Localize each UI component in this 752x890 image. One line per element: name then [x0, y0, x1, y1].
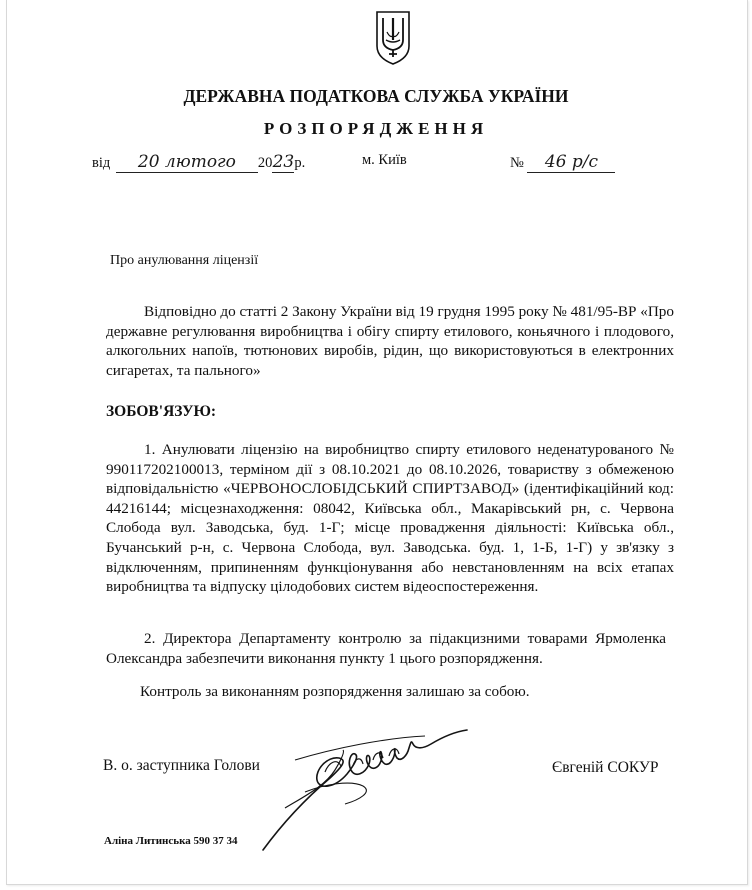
agency-title: ДЕРЖАВНА ПОДАТКОВА СЛУЖБА УКРАЇНИ: [183, 86, 569, 106]
date-prefix: від: [92, 155, 111, 171]
handwritten-year: 23: [272, 152, 295, 172]
number-field: [510, 152, 615, 173]
number-prefix: №: [510, 155, 524, 171]
order-item-1: 1. Анулювати ліцензію на виробництво спирту етилового неденатурованого № 990117202100013, терміном дії з 08.10.2021 до 08.10.2026, товариству з обмеженою відповідальністю «ЧЕРВОНОСЛОБІДСЬКИЙ СПИРТЗАВОД» (ідентифікаційний код: 44216144; місцезнаходження: 08042, Київська обл., Макарівський рн, с. Червона Слобода вул. Заводська, буд. 1-Г; місце провадження діяльності: Київська обл., Бучанський р-н, с. Червона Слобода, вул. Заводська. буд. 1, 1-Б, 1-Г) у зв'язку з відключенням, припиненням функціонування або невстановленням на всіх етапах виробництва та відпуску цілодобових систем відеоспостереження.: [106, 441, 674, 596]
preamble-paragraph: Відповідно до статті 2 Закону України від 19 грудня 1995 року № 481/95-ВР «Про державне регулювання виробництва і обігу спирту етилового, коньячного і плодового, алкогольних напоїв, тютюнових виробів, рідин, що використовуються в електронних сигаретах, та пального»: [106, 303, 674, 379]
signatory-name: Євгеній СОКУР: [552, 759, 659, 776]
obligation-heading: ЗОБОВ'ЯЗУЮ:: [106, 403, 217, 420]
signatory-role: В. о. заступника Голови: [103, 757, 260, 774]
year-suffix: р.: [294, 155, 306, 171]
handwritten-signature-icon: [255, 700, 475, 860]
trident-coat-of-arms-icon: [374, 10, 412, 66]
executor-contact: Аліна Литинська 590 37 34: [104, 835, 238, 847]
document-type-title: РОЗПОРЯДЖЕННЯ: [263, 119, 489, 138]
handwritten-number: 46 р/с: [527, 152, 615, 173]
control-paragraph: Контроль за виконанням розпорядження залишаю за собою.: [140, 683, 530, 700]
handwritten-date: 20 лютого: [116, 152, 258, 173]
year-prefix: 20: [257, 155, 273, 171]
date-field: [92, 152, 305, 173]
subject-line: Про анулювання ліцензії: [110, 253, 259, 268]
city-label: м. Київ: [362, 152, 407, 168]
order-item-2: 2. Директора Департаменту контролю за підакцизними товарами Ярмоленка Олександра забезпечити виконання пункту 1 цього розпорядження.: [106, 630, 666, 667]
